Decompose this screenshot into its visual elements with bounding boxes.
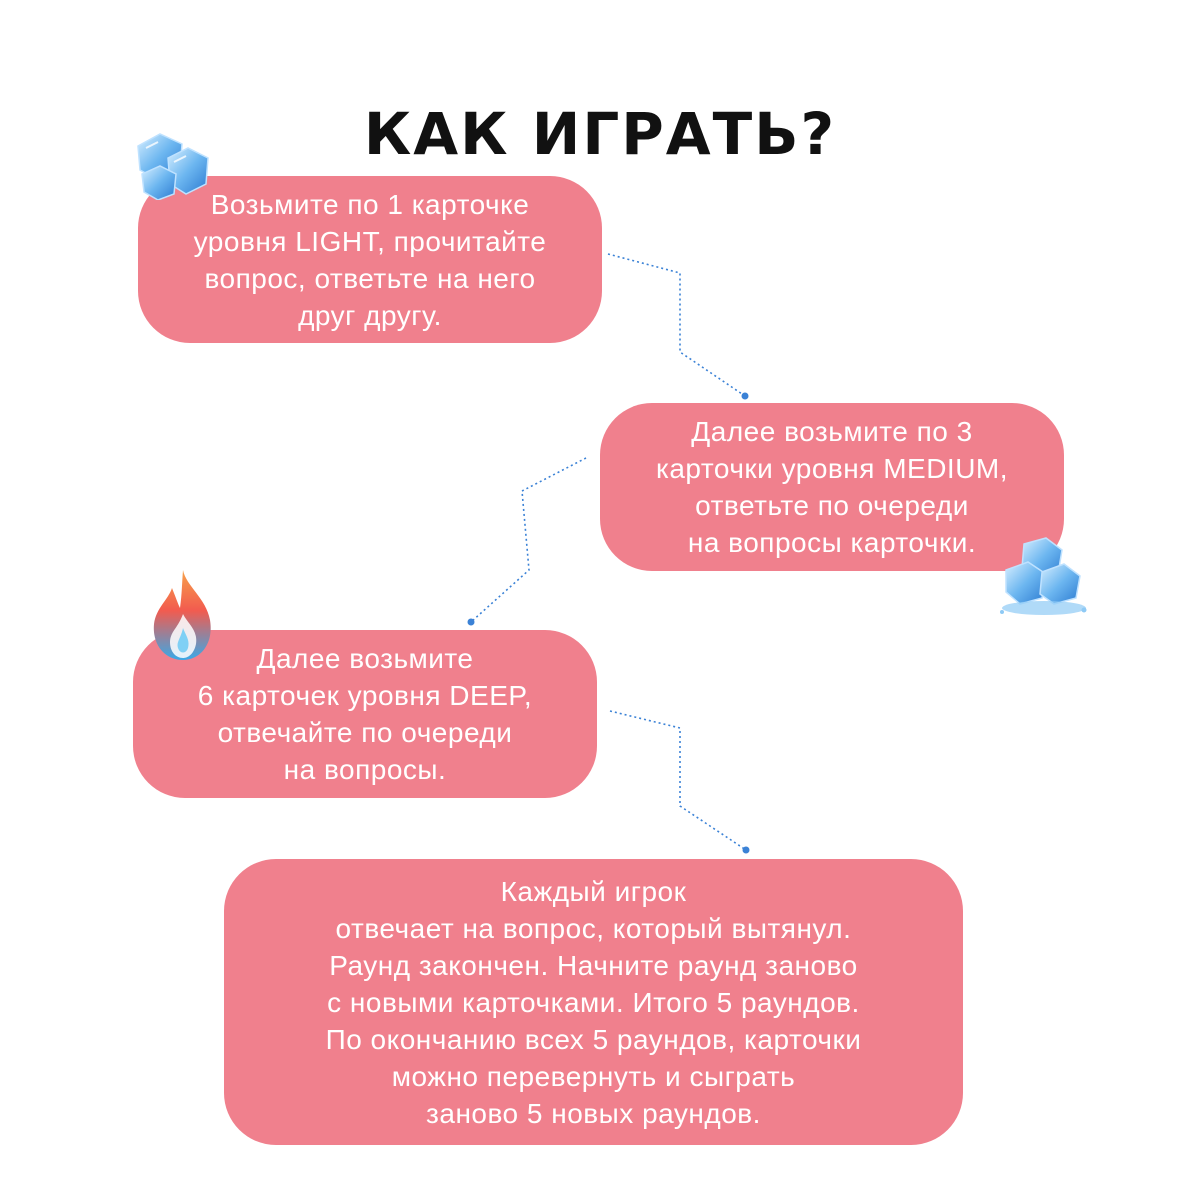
step-4-box bbox=[224, 859, 963, 1145]
step-1-box bbox=[138, 176, 602, 343]
connector-dot-2 bbox=[468, 619, 475, 626]
page-title: КАК ИГРАТЬ? bbox=[363, 100, 837, 168]
connector-3-4 bbox=[610, 711, 746, 850]
connector-dot-1 bbox=[742, 393, 749, 400]
connector-1-2 bbox=[608, 254, 745, 396]
step-1-text: Возьмите по 1 карточке уровня LIGHT, прочитайте вопрос, ответьте на него друг другу. bbox=[193, 188, 547, 331]
connector-2-3 bbox=[471, 458, 586, 622]
step-2-text: Далее возьмите по 3 карточки уровня MEDIUM, ответьте по очереди на вопросы карточки. bbox=[655, 416, 1009, 558]
step-3-text: Далее возьмите 6 карточек уровня DEEP, отвечайте по очереди на вопросы. bbox=[197, 643, 533, 785]
flame-icon bbox=[148, 568, 218, 662]
step-4-text: Каждый игрок отвечает на вопрос, который вытянул. Раунд закончен. Начните раунд заново с новыми карточками. Итого 5 раундов. По окончанию всех 5 раундов, карточки можно перевернуть и сыграть заново 5 новых раундов. bbox=[325, 875, 862, 1129]
connector-dot-3 bbox=[743, 847, 750, 854]
ice-cubes-melting-icon bbox=[994, 536, 1090, 620]
ice-cubes-icon bbox=[132, 128, 212, 200]
